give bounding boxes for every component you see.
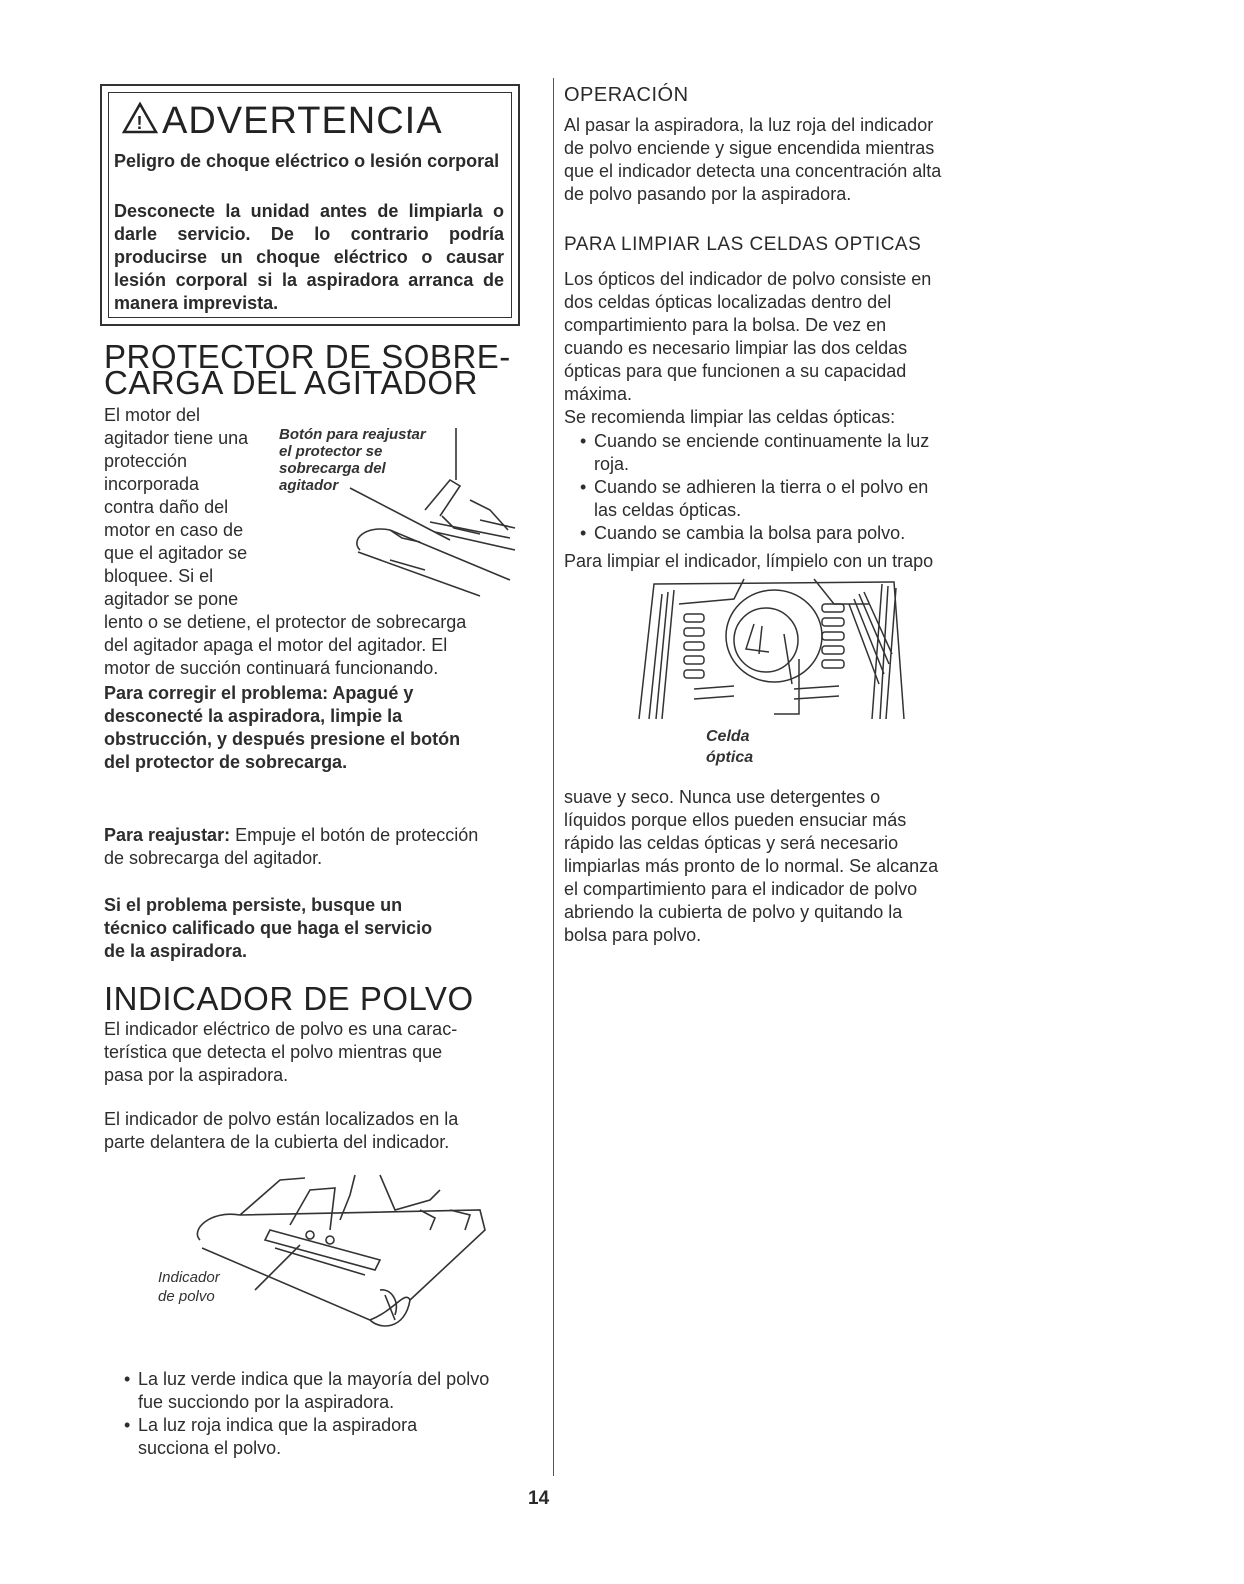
persist-line: Si el problema persiste, busque un xyxy=(104,895,403,915)
warning-triangle-icon xyxy=(122,101,158,144)
overload-intro-line: agitador se pone xyxy=(104,589,239,609)
caption-line: Indicador xyxy=(158,1269,220,1286)
caption-line: Celda xyxy=(706,728,750,745)
cleaning-recommend: Se recomienda limpiar las celdas ópticas: xyxy=(564,407,896,427)
optical-cell-caption xyxy=(706,726,753,768)
correct-line: Para corregir el problema: Apagué y xyxy=(104,683,414,703)
overload-intro-line: del agitador apaga el motor del agitador. El xyxy=(104,635,448,655)
list-item xyxy=(578,522,988,545)
after-line: el compartimiento para el indicador de polvo xyxy=(564,879,918,899)
dust-line: pasa por la aspiradora. xyxy=(104,1065,289,1085)
cleaning-line: máxima. xyxy=(564,384,633,404)
overload-intro-line: El motor del xyxy=(104,405,201,425)
dust-heading: INDICADOR DE POLVO xyxy=(104,980,474,1017)
after-line: líquidos porque ellos pueden ensuciar más xyxy=(564,810,907,830)
reset-label: Para reajustar: xyxy=(104,825,231,845)
vacuum-dust-indicator-illustration xyxy=(180,1170,500,1340)
bullet-line: • Cuando se cambia la bolsa para polvo. xyxy=(594,523,906,543)
cleaning-line: ópticas para que funcionen a su capacidad xyxy=(564,361,907,381)
cleaning-heading: PARA LIMPIAR LAS CELDAS OPTICAS xyxy=(564,234,922,255)
overload-intro-column xyxy=(104,404,274,611)
cleaning-bullets xyxy=(578,430,988,545)
warning-hazard-text: Peligro de choque eléctrico o lesión corporal xyxy=(114,151,500,171)
overload-intro-line: agitador tiene una xyxy=(104,428,249,448)
warning-instruction-text: Desconecte la unidad antes de limpiarla o darle servicio. De lo contrario podría producirse un choque eléctrico o causar lesión corporal si la aspiradora arranca de manera imprevista. xyxy=(114,201,504,313)
optical-cell-illustration xyxy=(634,574,914,724)
svg-text:!: ! xyxy=(136,113,144,134)
overload-intro-line: que el agitador se xyxy=(104,543,248,563)
agitator-reset-button-illustration xyxy=(330,420,520,600)
warning-box xyxy=(100,84,520,326)
caption-line: Botón para reajustar xyxy=(279,426,426,443)
warning-title-text: ADVERTENCIA xyxy=(162,100,443,142)
cleaning-line: cuando es necesario limpiar las dos celdas xyxy=(564,338,908,358)
after-line: bolsa para polvo. xyxy=(564,925,702,945)
cleaning-after-text xyxy=(564,786,984,947)
operation-heading: OPERACIÓN xyxy=(564,84,689,106)
dust-paragraph-1 xyxy=(104,1018,524,1087)
bullet-line: las celdas ópticas. xyxy=(594,500,742,520)
dust-paragraph-2 xyxy=(104,1108,524,1154)
caption-line: el protector se xyxy=(279,443,383,460)
overload-intro-line: incorporada xyxy=(104,474,200,494)
overload-intro-line: bloquee. Si el xyxy=(104,566,214,586)
after-line: limpiarlas más pronto de lo normal. Se alcanza xyxy=(564,856,939,876)
overload-heading-line1: PROTECTOR DE SOBRE- xyxy=(104,338,511,375)
caption-line: de polvo xyxy=(158,1288,215,1305)
page-number: 14 xyxy=(528,1488,550,1509)
reset-text: Empuje el botón de protección xyxy=(230,825,479,845)
bullet-line: succiona el polvo. xyxy=(138,1438,282,1458)
cleaning-line: Los ópticos del indicador de polvo consiste en xyxy=(564,269,932,289)
caption-line: óptica xyxy=(706,749,754,766)
cleaning-text xyxy=(564,268,984,429)
operation-line: de polvo enciende y sigue encendida mientras xyxy=(564,138,935,158)
dust-line: El indicador de polvo están localizados en la xyxy=(104,1109,459,1129)
column-divider xyxy=(553,78,554,1476)
overload-intro-line: contra daño del xyxy=(104,497,229,517)
caption-line: agitador xyxy=(279,477,339,494)
dust-bullets xyxy=(122,1368,532,1460)
overload-intro-line: motor de succión continuará funcionando. xyxy=(104,658,439,678)
dust-figure-caption xyxy=(158,1268,220,1306)
dust-line: parte delantera de la cubierta del indicador. xyxy=(104,1132,450,1152)
cleaning-line: dos celdas ópticas localizadas dentro del xyxy=(564,292,892,312)
dust-line: terística que detecta el polvo mientras que xyxy=(104,1042,443,1062)
list-item xyxy=(122,1414,532,1460)
persist-line: de la aspiradora. xyxy=(104,941,248,961)
bullet-line: roja. xyxy=(594,454,630,474)
list-item xyxy=(578,430,988,476)
bullet-line: • La luz roja indica que la aspiradora xyxy=(138,1415,418,1435)
operation-line: de polvo pasando por la aspiradora. xyxy=(564,184,852,204)
reset-text-line2: de sobrecarga del agitador. xyxy=(104,848,323,868)
correct-line: desconecté la aspiradora, limpie la xyxy=(104,706,403,726)
list-item xyxy=(122,1368,532,1414)
bullet-line: • Cuando se enciende continuamente la luz xyxy=(594,431,930,451)
warning-title xyxy=(122,100,443,144)
overload-heading-line2: CARGA DEL AGITADOR xyxy=(104,364,478,401)
overload-intro-line: lento o se detiene, el protector de sobrecarga xyxy=(104,612,467,632)
overload-persist-text xyxy=(104,894,524,963)
correct-line: del protector de sobrecarga. xyxy=(104,752,348,772)
operation-line: Al pasar la aspiradora, la luz roja del indicador xyxy=(564,115,934,135)
operation-line: que el indicador detecta una concentración alta xyxy=(564,161,942,181)
after-line: rápido las celdas ópticas y será necesario xyxy=(564,833,899,853)
bullet-line: • Cuando se adhieren la tierra o el polvo en xyxy=(594,477,929,497)
overload-intro-line: motor en caso de xyxy=(104,520,244,540)
operation-text xyxy=(564,114,984,206)
bullet-line: fue succiondo por la aspiradora. xyxy=(138,1392,395,1412)
dust-line: El indicador eléctrico de polvo es una carac- xyxy=(104,1019,458,1039)
overload-intro-line: protección xyxy=(104,451,188,471)
correct-line: obstrucción, y después presione el botón xyxy=(104,729,461,749)
persist-line: técnico calificado que haga el servicio xyxy=(104,918,433,938)
caption-line: sobrecarga del xyxy=(279,460,386,477)
overload-correct-text xyxy=(104,682,524,774)
cleaning-how-text: Para limpiar el indicador, límpielo con un trapo xyxy=(564,551,934,571)
after-line: abriendo la cubierta de polvo y quitando la xyxy=(564,902,903,922)
after-line: suave y seco. Nunca use detergentes o xyxy=(564,787,881,807)
cleaning-line: compartimiento para la bolsa. De vez en xyxy=(564,315,887,335)
bullet-line: • La luz verde indica que la mayoría del polvo xyxy=(138,1369,490,1389)
overload-intro-rest xyxy=(104,611,524,680)
list-item xyxy=(578,476,988,522)
overload-reset-text xyxy=(104,824,524,870)
